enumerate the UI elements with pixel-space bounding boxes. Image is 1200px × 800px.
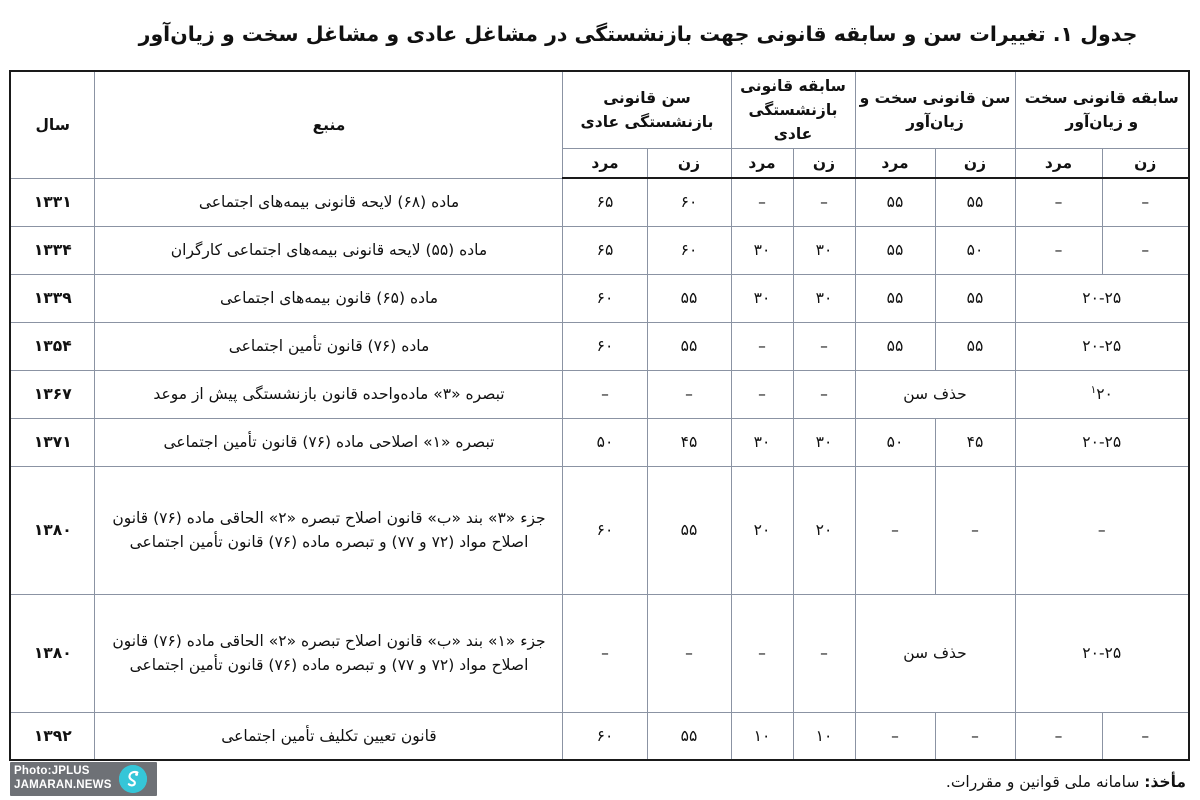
- header-normal-age-woman: زن: [647, 149, 731, 179]
- cell-normal-age-woman: ۶۰: [647, 226, 731, 274]
- cell-normal-age-man: ۶۰: [563, 322, 647, 370]
- cell-normal-age-man: ۵۰: [563, 418, 647, 466]
- table-body: [10, 178, 1189, 760]
- table-row: [10, 466, 1189, 594]
- header-hard-service-man: مرد: [1015, 149, 1102, 179]
- cell-hard-service: ۲۰-۲۵: [1015, 322, 1189, 370]
- cell-hard-age: حذف سن: [855, 370, 1015, 418]
- cell-hard-age-woman: –: [935, 466, 1015, 594]
- cell-hard-service-man: –: [1015, 226, 1102, 274]
- table-row: [10, 594, 1189, 712]
- cell-hard-age: حذف سن: [855, 594, 1015, 712]
- watermark: [10, 762, 157, 796]
- cell-normal-age-man: ۶۵: [563, 226, 647, 274]
- cell-hard-service: ۲۰-۲۵: [1015, 418, 1189, 466]
- cell-normal-age-man: ۶۰: [563, 274, 647, 322]
- header-normal-age-man: مرد: [563, 149, 647, 179]
- cell-hard-age-woman: ۴۵: [935, 418, 1015, 466]
- cell-hard-age-man: ۵۵: [855, 226, 935, 274]
- watermark-text: [14, 765, 112, 792]
- cell-normal-service-woman: ۳۰: [793, 274, 855, 322]
- cell-normal-service-woman: –: [793, 594, 855, 712]
- cell-hard-service-man: –: [1015, 712, 1102, 760]
- cell-source: تبصره «۳» ماده‌واحده قانون بازنشستگی پیش از موعد: [95, 370, 563, 418]
- table-row: [10, 418, 1189, 466]
- cell-source: ماده (۵۵) لایحه قانونی بیمه‌های اجتماعی کارگران: [95, 226, 563, 274]
- cell-normal-age-man: –: [563, 370, 647, 418]
- cell-normal-service-woman: –: [793, 322, 855, 370]
- cell-normal-service-woman: ۳۰: [793, 418, 855, 466]
- jplus-logo-icon: [119, 765, 147, 793]
- watermark-line-1: Photo:JPLUS: [14, 765, 90, 778]
- cell-source: جزء «۱» بند «ب» قانون اصلاح تبصره «۲» الحاقی ماده (۷۶) قانون اصلاح مواد (۷۲ و ۷۷) و تبصره ماده (۷۶) قانون تأمین اجتماعی: [95, 594, 563, 712]
- header-group-hard-service: سابقه قانونی سخت و زیان‌آور: [1015, 71, 1189, 149]
- cell-normal-age-woman: ۵۵: [647, 466, 731, 594]
- cell-hard-age-woman: –: [935, 712, 1015, 760]
- cell-source: قانون تعیین تکلیف تأمین اجتماعی: [95, 712, 563, 760]
- cell-normal-age-man: ۶۵: [563, 178, 647, 226]
- cell-normal-service-man: ۱۰: [731, 712, 793, 760]
- header-hard-age-man: مرد: [855, 149, 935, 179]
- table-row: [10, 274, 1189, 322]
- header-group-normal-age: سن قانونی بازنشستگی عادی: [563, 71, 731, 149]
- retirement-law-table: [9, 70, 1190, 761]
- cell-hard-age-man: –: [855, 466, 935, 594]
- cell-normal-service-man: –: [731, 322, 793, 370]
- cell-normal-age-woman: ۶۰: [647, 178, 731, 226]
- cell-year: ۱۳۶۷: [10, 370, 95, 418]
- cell-normal-age-man: ۶۰: [563, 466, 647, 594]
- header-year: سال: [10, 71, 95, 178]
- cell-hard-service-woman: –: [1102, 226, 1189, 274]
- cell-hard-age-woman: ۵۰: [935, 226, 1015, 274]
- cell-hard-service-woman: –: [1102, 712, 1189, 760]
- cell-normal-service-man: –: [731, 178, 793, 226]
- cell-hard-service: –: [1015, 466, 1189, 594]
- header-group-hard-age: سن قانونی سخت و زیان‌آور: [855, 71, 1015, 149]
- cell-normal-service-man: ۲۰: [731, 466, 793, 594]
- cell-hard-age-man: –: [855, 712, 935, 760]
- cell-hard-service: ۲۰-۲۵: [1015, 594, 1189, 712]
- header-normal-service-woman: زن: [793, 149, 855, 179]
- cell-normal-service-man: ۳۰: [731, 226, 793, 274]
- header-hard-age-woman: زن: [935, 149, 1015, 179]
- table-row: [10, 712, 1189, 760]
- table-row: [10, 322, 1189, 370]
- cell-year: ۱۳۳۴: [10, 226, 95, 274]
- footnote-marker: ۱: [1090, 383, 1097, 396]
- watermark-line-2: JAMARAN.NEWS: [14, 779, 112, 791]
- cell-hard-service-man: –: [1015, 178, 1102, 226]
- table-header: [10, 71, 1189, 178]
- cell-normal-service-woman: ۲۰: [793, 466, 855, 594]
- cell-normal-age-man: ۶۰: [563, 712, 647, 760]
- header-hard-service-woman: زن: [1102, 149, 1189, 179]
- cell-normal-service-man: ۳۰: [731, 418, 793, 466]
- cell-normal-service-woman: ۳۰: [793, 226, 855, 274]
- cell-normal-service-woman: –: [793, 370, 855, 418]
- cell-hard-service: ۲۰-۲۵: [1015, 274, 1189, 322]
- cell-normal-age-woman: ۵۵: [647, 274, 731, 322]
- cell-hard-service: $^۱$۲۰: [1015, 370, 1189, 418]
- header-group-normal-service: سابقه قانونی بازنشستگی عادی: [731, 71, 855, 149]
- cell-source: ماده (۶۸) لایحه قانونی بیمه‌های اجتماعی: [95, 178, 563, 226]
- cell-hard-age-man: ۵۵: [855, 178, 935, 226]
- cell-year: ۱۳۸۰: [10, 466, 95, 594]
- cell-year: ۱۳۳۹: [10, 274, 95, 322]
- header-group-row: [10, 71, 1189, 149]
- cell-year: ۱۳۹۲: [10, 712, 95, 760]
- source-note-label: مأخذ:: [1144, 773, 1186, 791]
- header-normal-service-man: مرد: [731, 149, 793, 179]
- cell-normal-service-man: ۳۰: [731, 274, 793, 322]
- cell-normal-age-woman: –: [647, 594, 731, 712]
- cell-source: ماده (۷۶) قانون تأمین اجتماعی: [95, 322, 563, 370]
- cell-hard-age-man: ۵۰: [855, 418, 935, 466]
- cell-normal-age-woman: –: [647, 370, 731, 418]
- cell-hard-age-man: ۵۵: [855, 322, 935, 370]
- cell-source: ماده (۶۵) قانون بیمه‌های اجتماعی: [95, 274, 563, 322]
- page-title: جدول ۱. تغییرات سن و سابقه قانونی جهت بازنشستگی در مشاغل عادی و مشاغل سخت و زیان‌آور: [138, 22, 1138, 46]
- table-source-note: [14, 773, 1186, 791]
- cell-year: ۱۳۵۴: [10, 322, 95, 370]
- cell-year: ۱۳۳۱: [10, 178, 95, 226]
- cell-normal-service-woman: ۱۰: [793, 712, 855, 760]
- source-note-text: سامانه ملی قوانین و مقررات.: [945, 773, 1145, 791]
- cell-hard-service-woman: –: [1102, 178, 1189, 226]
- cell-normal-age-man: –: [563, 594, 647, 712]
- cell-year: ۱۳۷۱: [10, 418, 95, 466]
- cell-normal-age-woman: ۴۵: [647, 418, 731, 466]
- cell-normal-service-man: –: [731, 594, 793, 712]
- table-row: [10, 178, 1189, 226]
- table-row: [10, 370, 1189, 418]
- header-source: منبع: [95, 71, 563, 178]
- table-row: [10, 226, 1189, 274]
- cell-hard-age-woman: ۵۵: [935, 274, 1015, 322]
- cell-hard-age-woman: ۵۵: [935, 178, 1015, 226]
- cell-normal-age-woman: ۵۵: [647, 712, 731, 760]
- cell-hard-age-woman: ۵۵: [935, 322, 1015, 370]
- cell-hard-age-man: ۵۵: [855, 274, 935, 322]
- cell-normal-age-woman: ۵۵: [647, 322, 731, 370]
- cell-source: جزء «۳» بند «ب» قانون اصلاح تبصره «۲» الحاقی ماده (۷۶) قانون اصلاح مواد (۷۲ و ۷۷) و تبصره ماده (۷۶) قانون تأمین اجتماعی: [95, 466, 563, 594]
- cell-normal-service-woman: –: [793, 178, 855, 226]
- cell-source: تبصره «۱» اصلاحی ماده (۷۶) قانون تأمین اجتماعی: [95, 418, 563, 466]
- cell-normal-service-man: –: [731, 370, 793, 418]
- cell-year: ۱۳۸۰: [10, 594, 95, 712]
